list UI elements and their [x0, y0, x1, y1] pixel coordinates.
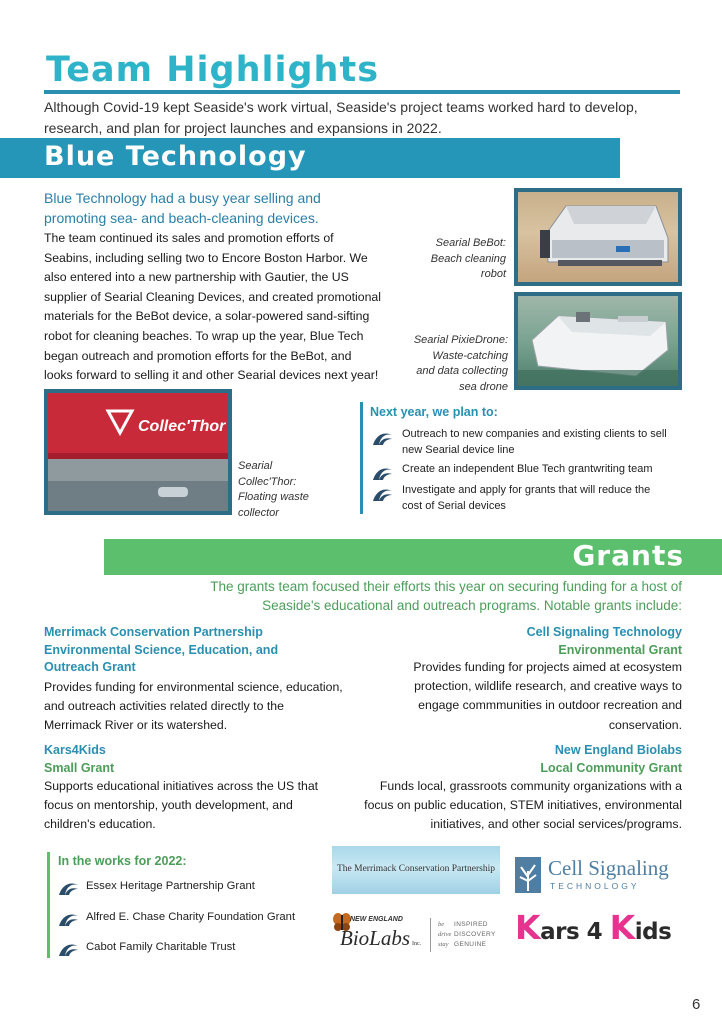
neb-tag-word: stay [438, 941, 449, 948]
wave-icon [58, 910, 80, 928]
k4k-text: ids [634, 919, 672, 945]
collecthor-photo [44, 389, 232, 515]
grant-body-kars4kids: Supports educational initiatives across the US that focus on mentorship, youth development, and children's education. [44, 779, 319, 832]
pixiedrone-caption: Searial PixieDrone: Waste-catching and data collecting sea drone [413, 334, 508, 393]
work-item-text: Essex Heritage Partnership Grant [86, 880, 255, 892]
grant-body-neb: Funds local, grassroots community organizations with a focus on public education, STEM initiatives, environmental initiatives, and other social services/programs. [364, 779, 682, 832]
grant-subtitle-line: Environmental Grant [558, 642, 682, 657]
grant-body-merrimack: Provides funding for environmental science, education, and outreach activities related directly to the Merrimack River or its watershed. [44, 680, 343, 733]
merrimack-logo-text: The Merrimack Conservation Partnership [336, 864, 496, 874]
neb-tag-word: DISCOVERY [454, 931, 496, 938]
bebot-caption: Searial BeBot: Beach cleaning robot [430, 237, 506, 280]
work-item-text: Alfred E. Chase Charity Foundation Grant [86, 911, 296, 923]
in-the-works-title: In the works for 2022: [58, 854, 187, 868]
wave-icon [372, 464, 394, 482]
k4k-k: K [609, 908, 635, 947]
collecthor-caption: Searial Collec'Thor: Floating waste collector [238, 460, 309, 519]
wave-icon [58, 879, 80, 897]
grant-title-cell-signaling [400, 624, 682, 659]
grant-title-neb [400, 742, 682, 777]
cell-signaling-tree-icon [515, 857, 541, 893]
grant-subtitle-line: Small Grant [44, 760, 115, 775]
grant-title-line: New England Biolabs [554, 743, 682, 757]
grant-title-line: Cell Signaling Technology [526, 625, 682, 639]
neb-logo-inc: Inc. [412, 941, 422, 947]
page-title: Team Highlights [46, 50, 380, 90]
grant-body-cell-signaling: Provides funding for projects aimed at ecosystem protection, wildlife research, and creative ways to engage commmunities in outdoor recreation and conservation. [413, 660, 682, 732]
pixiedrone-photo [514, 292, 682, 390]
blue-technology-heading: Blue Technology [44, 141, 307, 172]
blue-technology-body: The team continued its sales and promotion efforts of Seabins, including selling two to Encore Boston Harbor. We also entered into a new partnership with Gautier, the US supplier of Searial Cleaning Devices, and created promotional materials for the BeBot device, a solar-powered sand-sifting robot for cleaning beaches. To wrap up the year, Blue Tech began outreach and promotion efforts for the BeBot, and looks forward to selling it and other Searial devices next year! [44, 231, 381, 383]
work-item-text: Cabot Family Charitable Trust [86, 941, 236, 953]
cell-signaling-logo-sub: TECHNOLOGY [550, 881, 640, 891]
next-year-title: Next year, we plan to: [370, 405, 498, 419]
collecthor-sign: Collec'Thor [138, 418, 226, 435]
k4k-text: ars 4 [540, 919, 610, 945]
cell-signaling-logo-name: Cell Signaling [548, 856, 669, 880]
neb-tag-word: be [438, 921, 445, 928]
grants-intro: The grants team focused their efforts this year on securing funding for a host of Seaside's educational and outreach programs. Notable grants include: [210, 579, 682, 613]
neb-tagline-verbs [438, 920, 451, 950]
wave-icon [372, 429, 394, 447]
title-divider [44, 90, 680, 94]
intro-text: Although Covid-19 kept Seaside's work virtual, Seaside's project teams worked hard to develop, research, and plan for project launches and expansions in 2022. [44, 99, 638, 136]
grant-title-line: Kars4Kids [44, 743, 106, 757]
collecthor-illustration [48, 393, 228, 511]
wave-icon [372, 485, 394, 503]
bebot-photo [514, 188, 682, 286]
kars4kids-logo [515, 908, 671, 947]
blue-technology-lead: Blue Technology had a busy year selling and promoting sea- and beach-cleaning devices. [44, 190, 321, 226]
bebot-illustration [518, 192, 678, 282]
wave-icon [58, 940, 80, 958]
neb-tag-word: GENUINE [454, 941, 487, 948]
neb-tagline-words [454, 920, 496, 950]
grants-heading: Grants [572, 539, 684, 572]
neb-logo-biolabs: BioLabs [340, 926, 411, 950]
pixiedrone-illustration [518, 296, 678, 386]
k4k-k: K [515, 908, 541, 947]
grant-title-kars4kids [44, 742, 294, 777]
grant-subtitle-line: Local Community Grant [540, 760, 682, 775]
plan-item-text: Create an independent Blue Tech grantwriting team [402, 463, 653, 475]
plan-item-text: Outreach to new companies and existing clients to sell new Searial device line [402, 428, 667, 456]
page-number: 6 [692, 996, 701, 1013]
neb-tag-word: drive [438, 931, 452, 938]
neb-logo-new-england: NEW ENGLAND [350, 916, 403, 923]
neb-logo-divider [430, 918, 431, 952]
neb-tag-word: INSPIRED [454, 921, 488, 928]
grant-title-merrimack: Merrimack Conservation Partnership Environmental Science, Education, and Outreach Grant [44, 625, 279, 674]
plan-item-text: Investigate and apply for grants that will reduce the cost of Serial devices [402, 484, 651, 512]
